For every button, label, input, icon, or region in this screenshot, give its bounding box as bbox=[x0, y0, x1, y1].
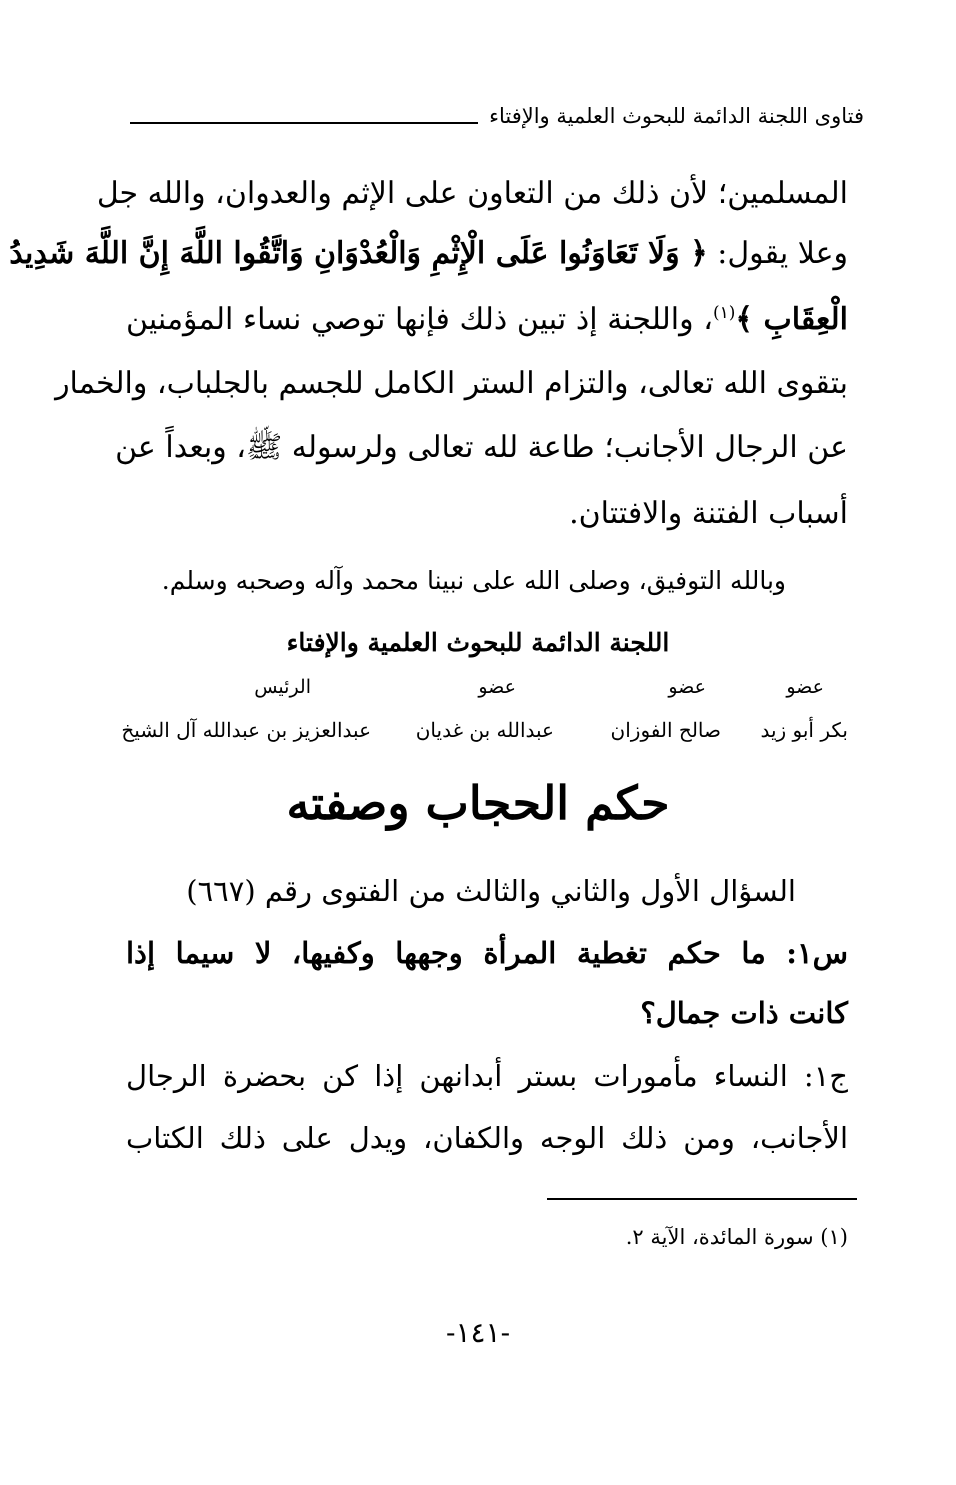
paragraph-line-3-text: ، واللجنة إذ تبين ذلك فإنها توصي نساء المؤمنين bbox=[126, 302, 713, 337]
paragraph-line-5: عن الرجال الأجانب؛ طاعة لله تعالى ولرسوله ﷺ، وبعداً عن bbox=[115, 430, 848, 465]
footnote-rule bbox=[547, 1198, 857, 1200]
quran-verse-part-1: ﴿ وَلَا تَعَاوَنُوا عَلَى الْإِثْمِ وَالْعُدْوَانِ وَاتَّقُوا اللَّهَ إِنَّ اللَّهَ شَدِيدُ bbox=[9, 236, 708, 271]
signatory-role-1: عضو bbox=[786, 676, 824, 698]
paragraph-line-1: المسلمين؛ لأن ذلك من التعاون على الإثم والعدوان، والله جل bbox=[96, 176, 848, 211]
paragraph-line-2-prefix: وعلا يقول: bbox=[717, 236, 848, 271]
page-number: -١٤١- bbox=[445, 1316, 511, 1349]
question-line-1: س١: ما حكم تغطية المرأة وجهها وكفيها، لا سيما إذا bbox=[126, 936, 848, 970]
answer-line-1: ج١: النساء مأمورات بستر أبدانهن إذا كن بحضرة الرجال bbox=[126, 1059, 848, 1093]
paragraph-line-2 bbox=[9, 236, 848, 272]
paragraph-line-6: أسباب الفتنة والافتتان. bbox=[569, 496, 848, 531]
fatwa-number-line: السؤال الأول والثاني والثالث من الفتوى رقم (٦٦٧) bbox=[186, 874, 796, 908]
signatory-role-4: الرئيس bbox=[254, 676, 311, 698]
signatory-role-3: عضو bbox=[478, 676, 516, 698]
running-header-title: فتاوى اللجنة الدائمة للبحوث العلمية والإفتاء bbox=[489, 104, 864, 128]
footnote-text: (١) سورة المائدة، الآية ٢. bbox=[625, 1225, 848, 1249]
signatory-name-3: عبدالله بن غديان bbox=[415, 718, 554, 742]
signatory-name-2: صالح الفوزان bbox=[610, 718, 721, 742]
section-title: حكم الحجاب وصفته bbox=[286, 776, 670, 830]
paragraph-line-3 bbox=[126, 302, 848, 338]
quran-verse-part-2: الْعِقَابِ ﴾ bbox=[735, 302, 849, 337]
committee-title: اللجنة الدائمة للبحوث العلمية والإفتاء bbox=[286, 628, 670, 657]
signatory-role-2: عضو bbox=[668, 676, 706, 698]
paragraph-line-4: بتقوى الله تعالى، والتزام الستر الكامل للجسم بالجلباب، والخمار bbox=[55, 366, 848, 401]
answer-line-2: الأجانب، ومن ذلك الوجه والكفان، ويدل على ذلك الكتاب bbox=[126, 1121, 848, 1155]
header-rule bbox=[130, 122, 478, 124]
signatory-name-1: بكر أبو زيد bbox=[760, 718, 848, 742]
signatory-name-4: عبدالعزيز بن عبدالله آل الشيخ bbox=[121, 718, 371, 742]
question-line-2: كانت ذات جمال؟ bbox=[640, 996, 848, 1030]
footnote-reference: (١) bbox=[712, 303, 736, 323]
closing-line: وبالله التوفيق، وصلى الله على نبينا محمد وآله وصحبه وسلم. bbox=[161, 566, 786, 595]
